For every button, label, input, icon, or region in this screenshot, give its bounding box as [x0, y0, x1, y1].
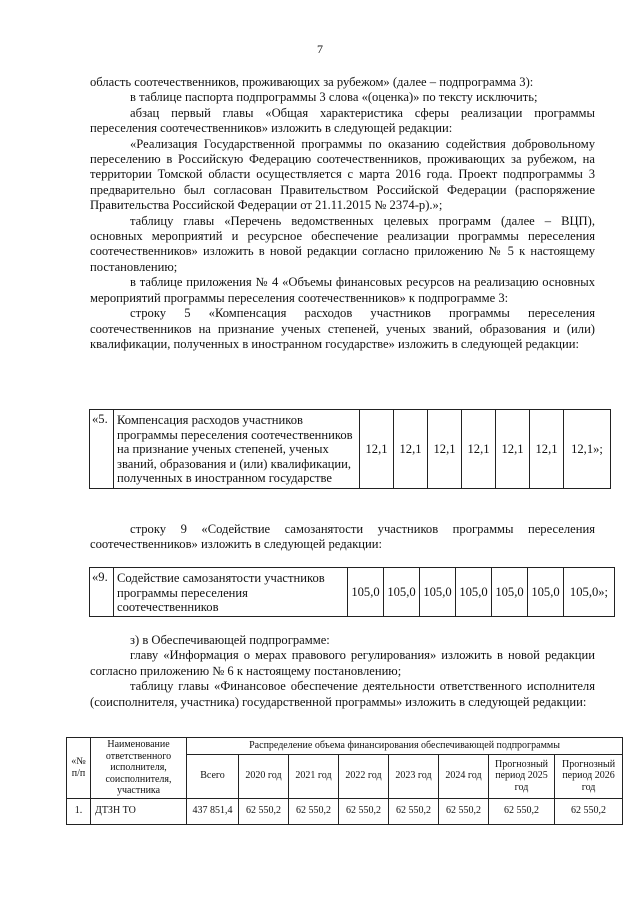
row9-table [89, 567, 615, 617]
column-header: 2022 год [339, 754, 389, 798]
text-block-top [90, 75, 595, 352]
column-header: 2021 год [289, 754, 339, 798]
paragraph: область соотечественников, проживающих за рубежом» (далее – подпрограмма 3): [90, 75, 534, 89]
column-header-num: «№ п/п [67, 738, 91, 799]
value-cell: 12,1 [360, 410, 394, 489]
row-name: Содействие самозанятости участников программы переселения соотечественников [114, 568, 348, 617]
value-cell: 12,1 [394, 410, 428, 489]
page-number: 7 [317, 42, 323, 56]
value-cell: 105,0»; [564, 568, 615, 617]
group-header: Распределение объема финансирования обеспечивающей подпрограммы [187, 738, 623, 755]
column-header: Прогнозный период 2025 год [489, 754, 555, 798]
paragraph: главу «Информация о мерах правового регулирования» изложить в новой редакции согласно приложению № 6 к настоящему постановлению; [90, 648, 595, 678]
value-cell: 12,1 [496, 410, 530, 489]
row-num: 1. [67, 798, 91, 824]
value-cell: 62 550,2 [439, 798, 489, 824]
value-cell: 62 550,2 [555, 798, 623, 824]
value-cell: 105,0 [492, 568, 528, 617]
value-cell: 62 550,2 [239, 798, 289, 824]
paragraph: в таблице приложения № 4 «Объемы финансовых ресурсов на реализацию основных мероприятий программы переселения соотечественников» к подпрограмме 3: [90, 275, 595, 305]
paragraph: строку 9 «Содействие самозанятости участников программы переселения соотечественников» изложить в следующей редакции: [90, 522, 595, 552]
table-row [90, 410, 611, 489]
text-block-bottom [90, 633, 595, 710]
value-cell: 105,0 [528, 568, 564, 617]
value-cell: 62 550,2 [489, 798, 555, 824]
column-header-name: Наименование ответственного исполнителя, соисполнителя, участника [91, 738, 187, 799]
value-cell: 12,1 [462, 410, 496, 489]
column-header: 2020 год [239, 754, 289, 798]
paragraph: таблицу главы «Финансовое обеспечение деятельности ответственного исполнителя (соисполнителя, участника) государственной программы» изложить в следующей редакции: [90, 679, 595, 709]
column-header: Прогнозный период 2026 год [555, 754, 623, 798]
table-row [67, 798, 623, 824]
finance-table [66, 737, 623, 825]
value-cell: 437 851,4 [187, 798, 239, 824]
row-name: Компенсация расходов участников программы переселения соотечественников на признание ученых степеней, ученых званий, образования и (или) квалификации, полученных в иностранном государстве [114, 410, 360, 489]
text-block-mid [90, 522, 595, 553]
column-header: 2023 год [389, 754, 439, 798]
column-header: Всего [187, 754, 239, 798]
row5-table [89, 409, 611, 489]
value-cell: 105,0 [348, 568, 384, 617]
paragraph: з) в Обеспечивающей подпрограмме: [130, 633, 330, 647]
value-cell: 105,0 [420, 568, 456, 617]
value-cell: 62 550,2 [339, 798, 389, 824]
value-cell: 105,0 [456, 568, 492, 617]
table-row [90, 568, 615, 617]
paragraph: «Реализация Государственной программы по оказанию содействия добровольному переселению в Российскую Федерацию соотечественников, проживающих за рубежом, на территории Томской области осуществляется с марта 2016 года. Проект подпрограммы 3 предварительно был согласован Правительством Российской Федерации (распоряжение Правительства Российской Федерации от 21.11.2015 № 2374-р).»; [90, 136, 595, 213]
value-cell: 12,1 [428, 410, 462, 489]
value-cell: 62 550,2 [289, 798, 339, 824]
value-cell: 105,0 [384, 568, 420, 617]
row-index: «5. [90, 410, 114, 489]
paragraph: в таблице паспорта подпрограммы 3 слова «(оценка)» по тексту исключить; [130, 90, 538, 105]
table-header-row [67, 738, 623, 755]
value-cell: 62 550,2 [389, 798, 439, 824]
paragraph: таблицу главы «Перечень ведомственных целевых программ (далее – ВЦП), основных мероприятий и ресурсное обеспечение реализации программы переселения соотечественников» изложить в новой редакции согласно приложению № 5 к настоящему постановлению; [90, 213, 595, 274]
value-cell: 12,1»; [564, 410, 611, 489]
row-name: ДТЗН ТО [91, 798, 187, 824]
paragraph: абзац первый главы «Общая характеристика сферы реализации программы переселения соотечественников» изложить в следующей редакции: [90, 105, 595, 136]
value-cell: 12,1 [530, 410, 564, 489]
paragraph: строку 5 «Компенсация расходов участников программы переселения соотечественников на признание ученых степеней, ученых званий, образования и (или) квалификации, полученных в иностранном государстве» изложить в следующей редакции: [90, 306, 595, 351]
row-index: «9. [90, 568, 114, 617]
column-header: 2024 год [439, 754, 489, 798]
